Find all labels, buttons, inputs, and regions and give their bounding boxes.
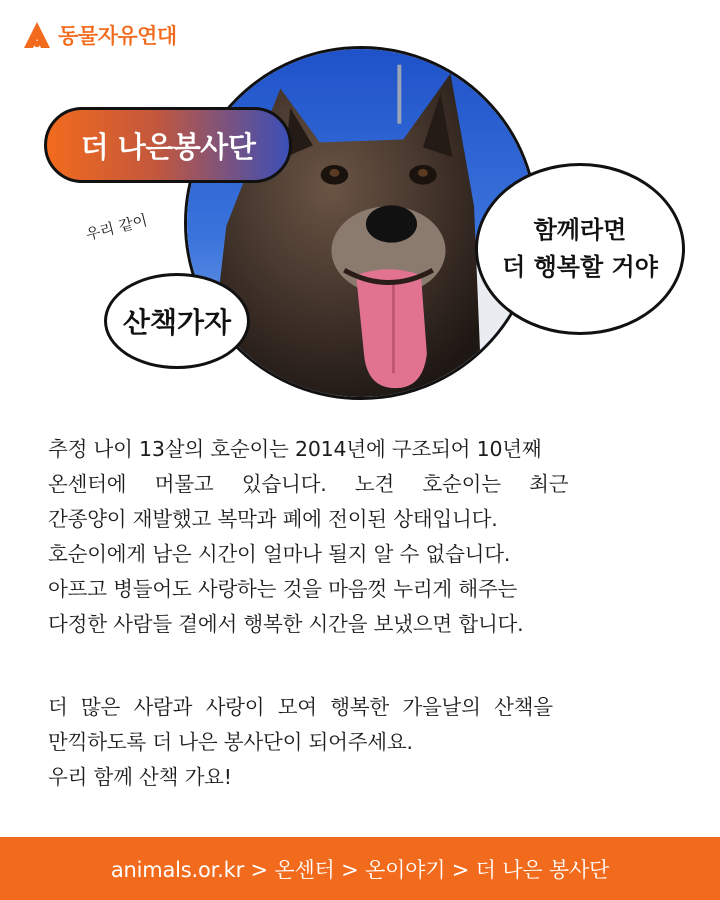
- brand-name: 동물자유연대: [58, 24, 177, 48]
- paragraph-line: 다정한 사람들 곁에서 행복한 시간을 보냈으면 합니다.: [48, 612, 524, 636]
- paragraph-line: 호순이에게 남은 시간이 얼마나 될지 알 수 없습니다.: [48, 542, 511, 566]
- campaign-title: 더 나은봉사단: [80, 129, 256, 164]
- footer-link-bar[interactable]: [0, 837, 720, 900]
- happy-bubble-line-1: 함께라면: [533, 215, 627, 244]
- walk-speech-bubble: [104, 273, 250, 369]
- campaign-title-pill: [44, 107, 292, 183]
- brand-logo[interactable]: [22, 20, 177, 50]
- paragraph-line: 추정 나이 13살의 호순이는 2014년에 구조되어 10년째: [48, 437, 542, 461]
- story-paragraph-2: [48, 690, 674, 795]
- walk-bubble-text: 산책가자: [122, 306, 232, 339]
- paragraph-line: 우리 함께 산책 가요!: [48, 765, 232, 789]
- story-paragraph-1: [48, 432, 674, 642]
- happy-bubble-line-2: 더 행복할 거야: [502, 253, 658, 281]
- paragraph-line: 아프고 병들어도 사랑하는 것을 마음껏 누리게 해주는: [48, 577, 518, 601]
- together-label: 우리 같이: [83, 211, 150, 244]
- paragraph-line: 더 많은 사람과 사랑이 모여 행복한 가을날의 산책을: [48, 695, 553, 719]
- orange-triangle-logo-icon: [22, 20, 52, 50]
- happy-speech-bubble: [475, 163, 685, 335]
- paragraph-line: 온센터에 머물고 있습니다. 노견 호순이는 최근: [48, 472, 569, 496]
- paragraph-line: 만끽하도록 더 나은 봉사단이 되어주세요.: [48, 730, 413, 754]
- footer-link-path[interactable]: animals.or.kr > 온센터 > 온이야기 > 더 나은 봉사단: [110, 857, 610, 882]
- paragraph-line: 간종양이 재발했고 복막과 폐에 전이된 상태입니다.: [48, 507, 498, 531]
